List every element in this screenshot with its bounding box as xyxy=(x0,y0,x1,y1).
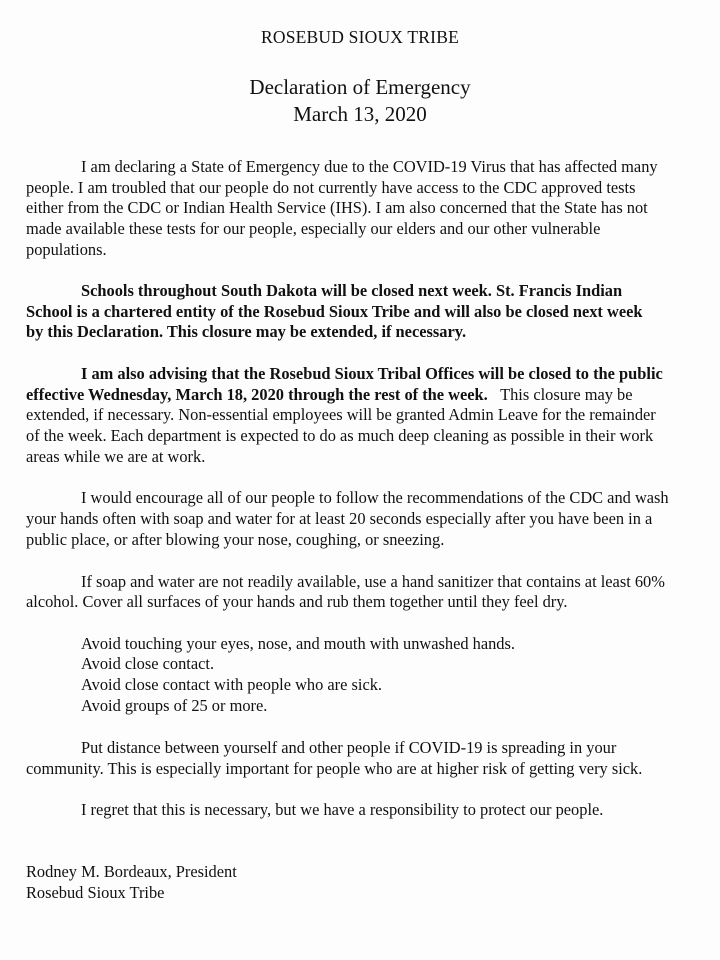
tribe-heading: ROSEBUD SIOUX TRIBE xyxy=(261,27,459,47)
p4-line-2: your hands often with soap and water for at least 20 seconds especially after you have been in a xyxy=(26,509,653,528)
p1-line-5: populations. xyxy=(26,240,107,259)
p3-line-5: areas while we are at work. xyxy=(26,447,206,466)
list-item: Avoid close contact with people who are sick. xyxy=(81,675,383,694)
p1-line-4: made available these tests for our people, especially our elders and our other vulnerable xyxy=(26,219,601,238)
p5-line-1: If soap and water are not readily available, use a hand sanitizer that contains at least 60% xyxy=(81,572,665,591)
p6-line-1: Put distance between yourself and other people if COVID-19 is spreading in your xyxy=(81,738,617,757)
list-item: Avoid groups of 25 or more. xyxy=(81,696,268,715)
p1-line-2: people. I am troubled that our people do not currently have access to the CDC approved tests xyxy=(26,178,636,197)
p6-line-2: community. This is especially important for people who are at higher risk of getting very sick. xyxy=(26,759,643,778)
list-item: Avoid touching your eyes, nose, and mouth with unwashed hands. xyxy=(81,634,515,653)
p3-line-3: extended, if necessary. Non-essential employees will be granted Admin Leave for the remainder xyxy=(26,405,656,424)
closing-statement: I regret that this is necessary, but we have a responsibility to protect our people. xyxy=(81,800,604,819)
p3-line-2 xyxy=(26,385,633,405)
declaration-date: March 13, 2020 xyxy=(293,102,427,126)
p3-gap xyxy=(488,385,500,404)
declaration-title: Declaration of Emergency xyxy=(249,75,471,99)
p2-line-3: by this Declaration. This closure may be extended, if necessary. xyxy=(26,322,467,341)
list-item: Avoid close contact. xyxy=(81,654,215,673)
p2-line-2: School is a chartered entity of the Rosebud Sioux Tribe and will also be closed next week xyxy=(26,302,643,321)
p3-bold-fragment: effective Wednesday, March 18, 2020 through the rest of the week. xyxy=(26,385,488,404)
p5-line-2: alcohol. Cover all surfaces of your hands and rub them together until they feel dry. xyxy=(26,592,568,611)
p4-line-1: I would encourage all of our people to follow the recommendations of the CDC and wash xyxy=(81,488,669,507)
p3-normal-fragment: This closure may be xyxy=(500,385,633,404)
signatory-name: Rodney M. Bordeaux, President xyxy=(26,862,237,881)
p2-line-1: Schools throughout South Dakota will be closed next week. St. Francis Indian xyxy=(81,281,623,300)
p1-line-1: I am declaring a State of Emergency due to the COVID-19 Virus that has affected many xyxy=(81,157,658,176)
p3-line-4: of the week. Each department is expected to do as much deep cleaning as possible in their work xyxy=(26,426,654,445)
p1-line-3: either from the CDC or Indian Health Service (IHS). I am also concerned that the State has not xyxy=(26,198,648,217)
signatory-organization: Rosebud Sioux Tribe xyxy=(26,883,165,902)
p4-line-3: public place, or after blowing your nose, coughing, or sneezing. xyxy=(26,530,445,549)
p3-line-1: I am also advising that the Rosebud Sioux Tribal Offices will be closed to the public xyxy=(81,364,663,383)
